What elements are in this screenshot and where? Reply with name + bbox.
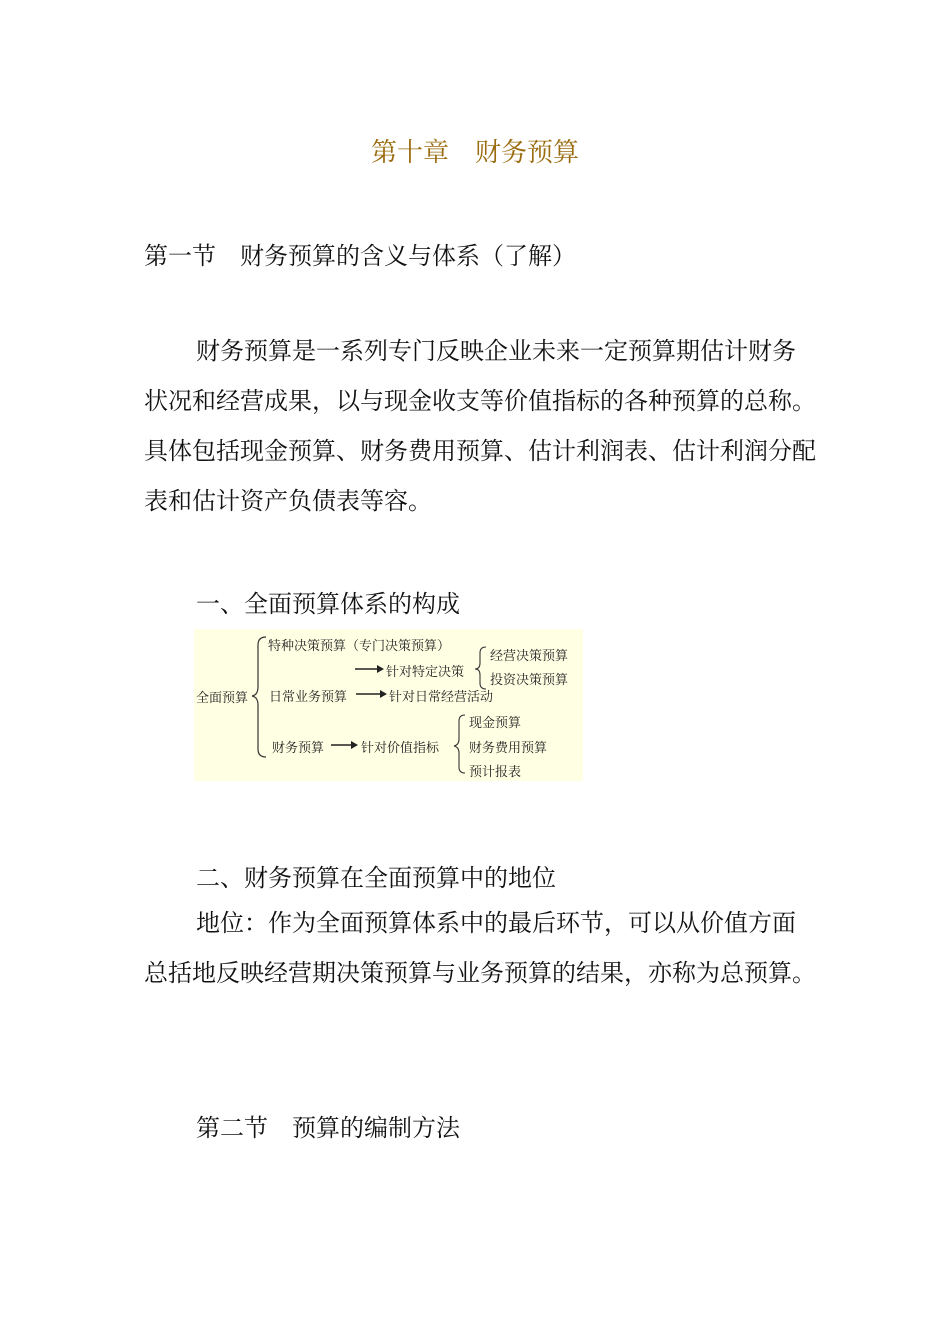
diagram-finance-item: 预计报表 — [469, 765, 522, 780]
diagram-finance-item: 现金预算 — [469, 716, 522, 731]
subsection-2-title: 二、财务预算在全面预算中的地位 — [196, 864, 556, 892]
intro-paragraph: 财务预算是一系列专门反映企业未来一定预算期估计财务状况和经营成果，以与现金收支等价值指标的各种预算的总称。具体包括现金预算、财务费用预算、估计利润表、估计利润分配表和估计资产负债表等容。 — [144, 337, 816, 515]
section-2-title: 第二节 预算的编制方法 — [196, 1114, 460, 1142]
diagram-branch-finance: 财务预算 — [272, 741, 325, 756]
diagram-finance-item: 财务费用预算 — [469, 741, 548, 756]
budget-system-diagram — [194, 629, 583, 781]
diagram-root: 全面预算 — [196, 691, 249, 706]
diagram-branch-daily: 日常业务预算 — [269, 690, 348, 705]
chapter-title: 第十章 财务预算 — [370, 138, 579, 168]
diagram-branch-special: 特种决策预算（专门决策预算） — [268, 639, 451, 654]
diagram-special-item: 投资决策预算 — [490, 673, 569, 688]
diagram-special-item: 经营决策预算 — [490, 649, 569, 664]
subsection-1-title: 一、全面预算体系的构成 — [196, 590, 460, 618]
section-1-title: 第一节 财务预算的含义与体系（了解） — [144, 242, 576, 270]
diagram-finance-target: 针对价值指标 — [361, 741, 440, 756]
position-paragraph: 地位：作为全面预算体系中的最后环节，可以从价值方面总括地反映经营期决策预算与业务预算的结果，亦称为总预算。 — [144, 909, 816, 987]
diagram-daily-target: 针对日常经营活动 — [389, 690, 494, 705]
diagram-special-target: 针对特定决策 — [386, 665, 465, 680]
